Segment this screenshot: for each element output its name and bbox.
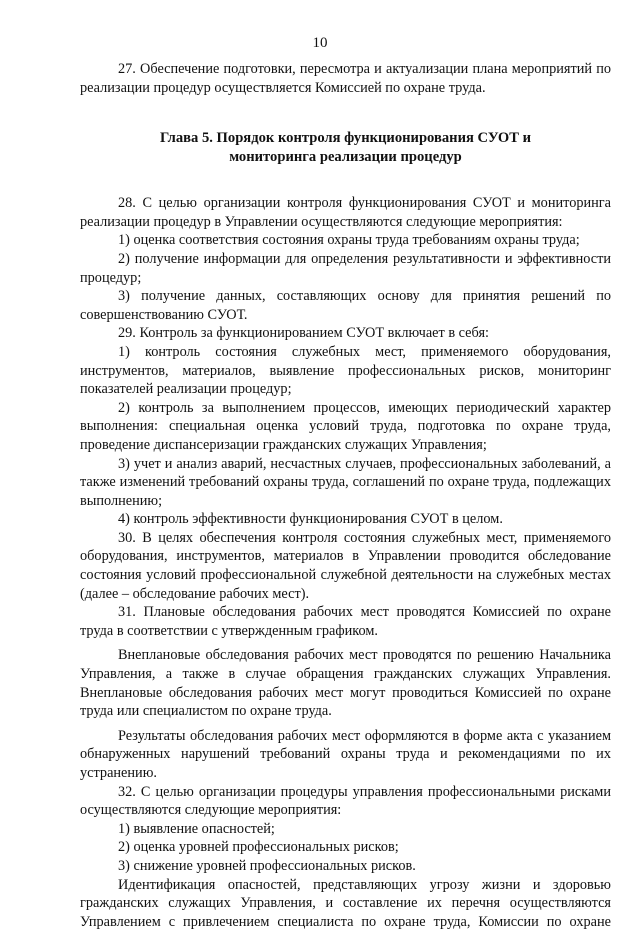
paragraph-31-results: Результаты обследования рабочих мест оформляются в форме акта с указанием обнаруженных нарушений требований охраны труда и рекомендациями по их устранению.: [80, 727, 611, 781]
paragraph-28-item-1: 1) оценка соответствия состояния охраны труда требованиям охраны труда;: [118, 232, 580, 249]
paragraph-30: 30. В целях обеспечения контроля состояния служебных мест, применяемого оборудования, инструментов, материалов в Управлении проводится обследование состояния условий профессиональной служебной деятельности на служебных местах (далее – обследование рабочих мест).: [80, 529, 611, 602]
paragraph-28-item-2: 2) получение информации для определения результативности и эффективности процедур;: [80, 250, 611, 286]
paragraph-29-item-2: 2) контроль за выполнением процессов, имеющих периодический характер выполнения: специальная оценка условий труда, подготовка по охране труда, проведение диспансеризации гражданских служащих Управления;: [80, 399, 611, 453]
paragraph-31: 31. Плановые обследования рабочих мест проводятся Комиссией по охране труда в соответствии с утвержденным графиком.: [80, 604, 611, 639]
paragraph-32-intro: 32. С целью организации процедуры управления профессиональными рисками осуществляются следующие мероприятия:: [80, 783, 611, 819]
paragraph-32-item-3: 3) снижение уровней профессиональных рисков.: [118, 857, 416, 874]
page-number: 10: [312, 35, 328, 51]
paragraph-28-item-3: 3) получение данных, составляющих основу для принятия решений по совершенствованию СУОТ.: [80, 288, 611, 323]
paragraph-28-intro: 28. С целью организации контроля функционирования СУОТ и мониторинга реализации процедур в Управлении осуществляются следующие мероприятия:: [80, 195, 611, 230]
paragraph-29-item-4: 4) контроль эффективности функционирования СУОТ в целом.: [118, 511, 503, 528]
paragraph-32-item-2: 2) оценка уровней профессиональных рисков;: [118, 839, 399, 856]
paragraph-27: 27. Обеспечение подготовки, пересмотра и актуализации плана мероприятий по реализации процедур осуществляется Комиссией по охране труда.: [80, 61, 611, 96]
paragraph-31-unplanned: Внеплановые обследования рабочих мест проводятся по решению Начальника Управления, а также в случае обращения гражданских служащих Управления. Внеплановые обследования рабочих мест могут проводиться Комиссией по охране труда или специалистом по охране труда.: [80, 647, 611, 720]
paragraph-32-item-1: 1) выявление опасностей;: [118, 820, 275, 837]
paragraph-32-identification: Идентификация опасностей, представляющих угрозу жизни и здоровью гражданских служащих Управления, и составление их перечня осуществляются Управлением с привлечением специалиста по охране труда, Комиссии по охране: [80, 876, 611, 930]
chapter-5-title: Глава 5. Порядок контроля функционирования СУОТ и мониторинга реализации процедур: [160, 130, 531, 166]
paragraph-29-item-3: 3) учет и анализ аварий, несчастных случаев, профессиональных заболеваний, а также изменений требований охраны труда, соглашений по охране труда, подлежащих выполнению;: [80, 455, 611, 509]
document-body: [80, 60, 611, 931]
paragraph-29-item-1: 1) контроль состояния служебных мест, применяемого оборудования, инструментов, материалов, выявление профессиональных рисков, мониторинг показателей реализации процедур;: [80, 343, 611, 398]
paragraph-29-intro: 29. Контроль за функционированием СУОТ включает в себя:: [118, 325, 489, 342]
